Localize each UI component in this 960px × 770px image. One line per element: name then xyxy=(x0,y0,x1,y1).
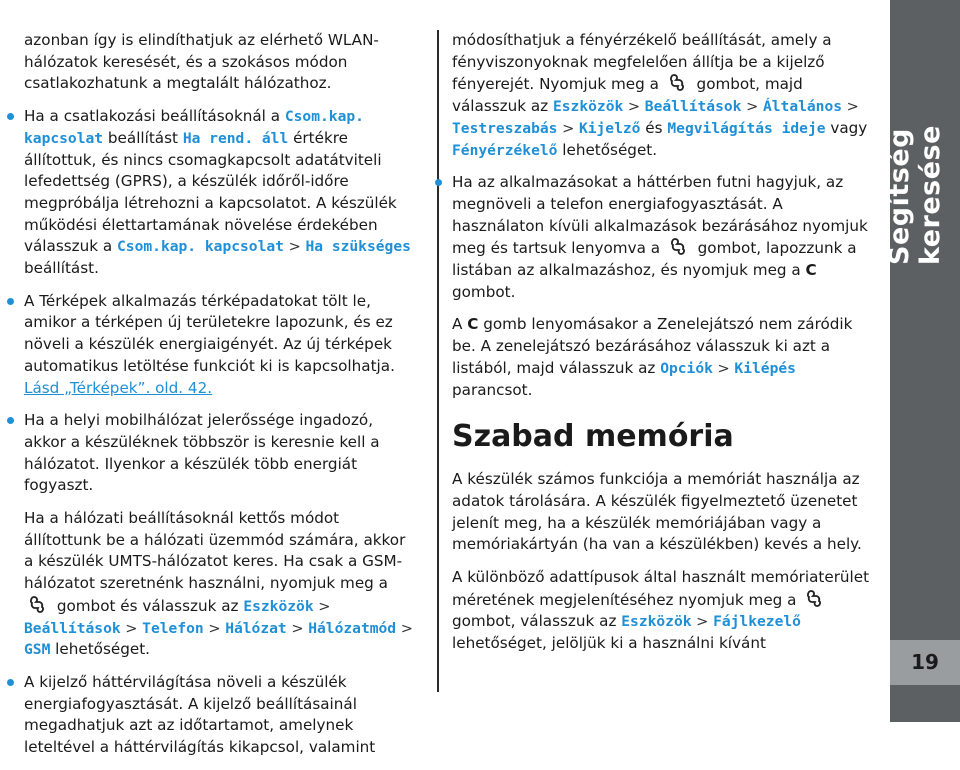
bullet-item: A Térképek alkalmazás térképadatokat tölt le, amikor a térképen új területekre lapozunk, és ez növeli a készülék energiaigényét. Az új térképek automatikus letöltése funkciót ki is kapcsolhatja. Lásd „Térképek”. old. 42. xyxy=(24,291,416,400)
menu-term: Ha szükséges xyxy=(305,238,411,256)
paragraph: A készülék számos funkciója a memóriát használja az adatok tárolására. A készülék figyelmeztető üzenetet jelenít meg, ha a készülék memóriájában vagy a memóriakártyán (ha van a készülékben) kevés a hely. xyxy=(452,470,862,554)
section-heading: Szabad memória xyxy=(452,419,734,455)
page-number: 19 xyxy=(890,640,960,685)
left-column xyxy=(24,30,416,770)
clear-key-icon: C xyxy=(467,315,479,334)
chapter-title: Segítség keresése xyxy=(884,125,946,265)
bullet-item: A kijelző háttérvilágítása növeli a készülék energiafogyasztását. A kijelző beállításainál megadhatjuk azt az időtartamot, amelynek leteltével a háttérvilágítás kikapcsol, valamint xyxy=(24,672,416,759)
paragraph: A C gomb lenyomásakor a Zenelejátszó nem záródik be. A zenelejátszó bezárásához válasszuk ki azt a listából, majd válasszuk az Opciók > Kilépés parancsot. xyxy=(452,315,853,399)
column-divider xyxy=(437,30,439,692)
cross-reference-link[interactable]: Lásd „Térképek”. old. 42. xyxy=(24,378,213,397)
paragraph: A különböző adattípusok által használt memóriaterület méretének megjelenítéséhez nyomjuk meg a gombot, válasszuk az Eszközök > Fájlkezelő lehetőséget, jelöljük ki a használni kívánt xyxy=(452,568,870,653)
menu-key-icon xyxy=(669,237,689,257)
menu-key-icon xyxy=(28,595,48,615)
clear-key-icon: C xyxy=(805,261,817,280)
menu-key-icon xyxy=(668,73,688,93)
right-column xyxy=(452,30,870,666)
menu-term: Ha rend. áll xyxy=(182,129,289,147)
bullet-item: Ha a csatlakozási beállításoknál a Csom.kap. kapcsolat beállítást Ha rend. áll értékre állítottuk, és nincs csomagkapcsolt adatátviteli lefedettség (GPRS), a készülék időről-időre megpróbálja létrehozni a kapcsolatot. A készülék működési élettartamának növelése érdekében válasszuk a Csom.kap. kapcsolat > Ha szükséges beállítást. xyxy=(24,106,416,280)
menu-term: Csom.kap. kapcsolat xyxy=(117,238,284,256)
paragraph: azonban így is elindíthatjuk az elérhető WLAN-hálózatok keresését, és a szokásos módon csatlakozhatunk a megtalált hálózathoz. xyxy=(24,31,379,93)
paragraph: módosíthatjuk a fényérzékelő beállítását, amely a fényviszonyoknak megfelelően állítja be a kijelző fényerejét. Nyomjuk meg a gombot, majd válasszuk az Eszközök > Beállítások > Általános > Testreszabás > Kijelző és Megvilágítás ideje vagy Fényérzékelő lehetőséget. xyxy=(452,31,868,159)
bullet-item: Ha az alkalmazásokat a háttérben futni hagyjuk, az megnöveli a telefon energiafogyasztását. A használaton kívüli alkalmazások bezárásához nyomjuk meg és tartsuk lenyomva a gombot, lapozzunk a listában az alkalmazáshoz, és nyomjuk meg a C gombot. xyxy=(452,172,870,303)
chapter-side-bar xyxy=(884,0,960,722)
bullet-item: Ha a helyi mobilhálózat jelerőssége ingadozó, akkor a készüléknek többször is keresnie kell a hálózatot. Ilyenkor a készülék több energiát fogyaszt. xyxy=(24,410,416,497)
paragraph: Ha a hálózati beállításoknál kettős módot állítottunk be a hálózati üzemmód számára, akkor a készülék UMTS-hálózatot keres. Ha csak a GSM-hálózatot szeretnénk használni, nyomjuk meg a gombot és válasszuk az Eszközök > Beállítások > Telefon > Hálózat > Hálózatmód > GSM lehetőséget. xyxy=(24,509,413,659)
menu-key-icon xyxy=(805,589,825,609)
menu-term: Csom.kap. kapcsolat xyxy=(24,108,364,147)
